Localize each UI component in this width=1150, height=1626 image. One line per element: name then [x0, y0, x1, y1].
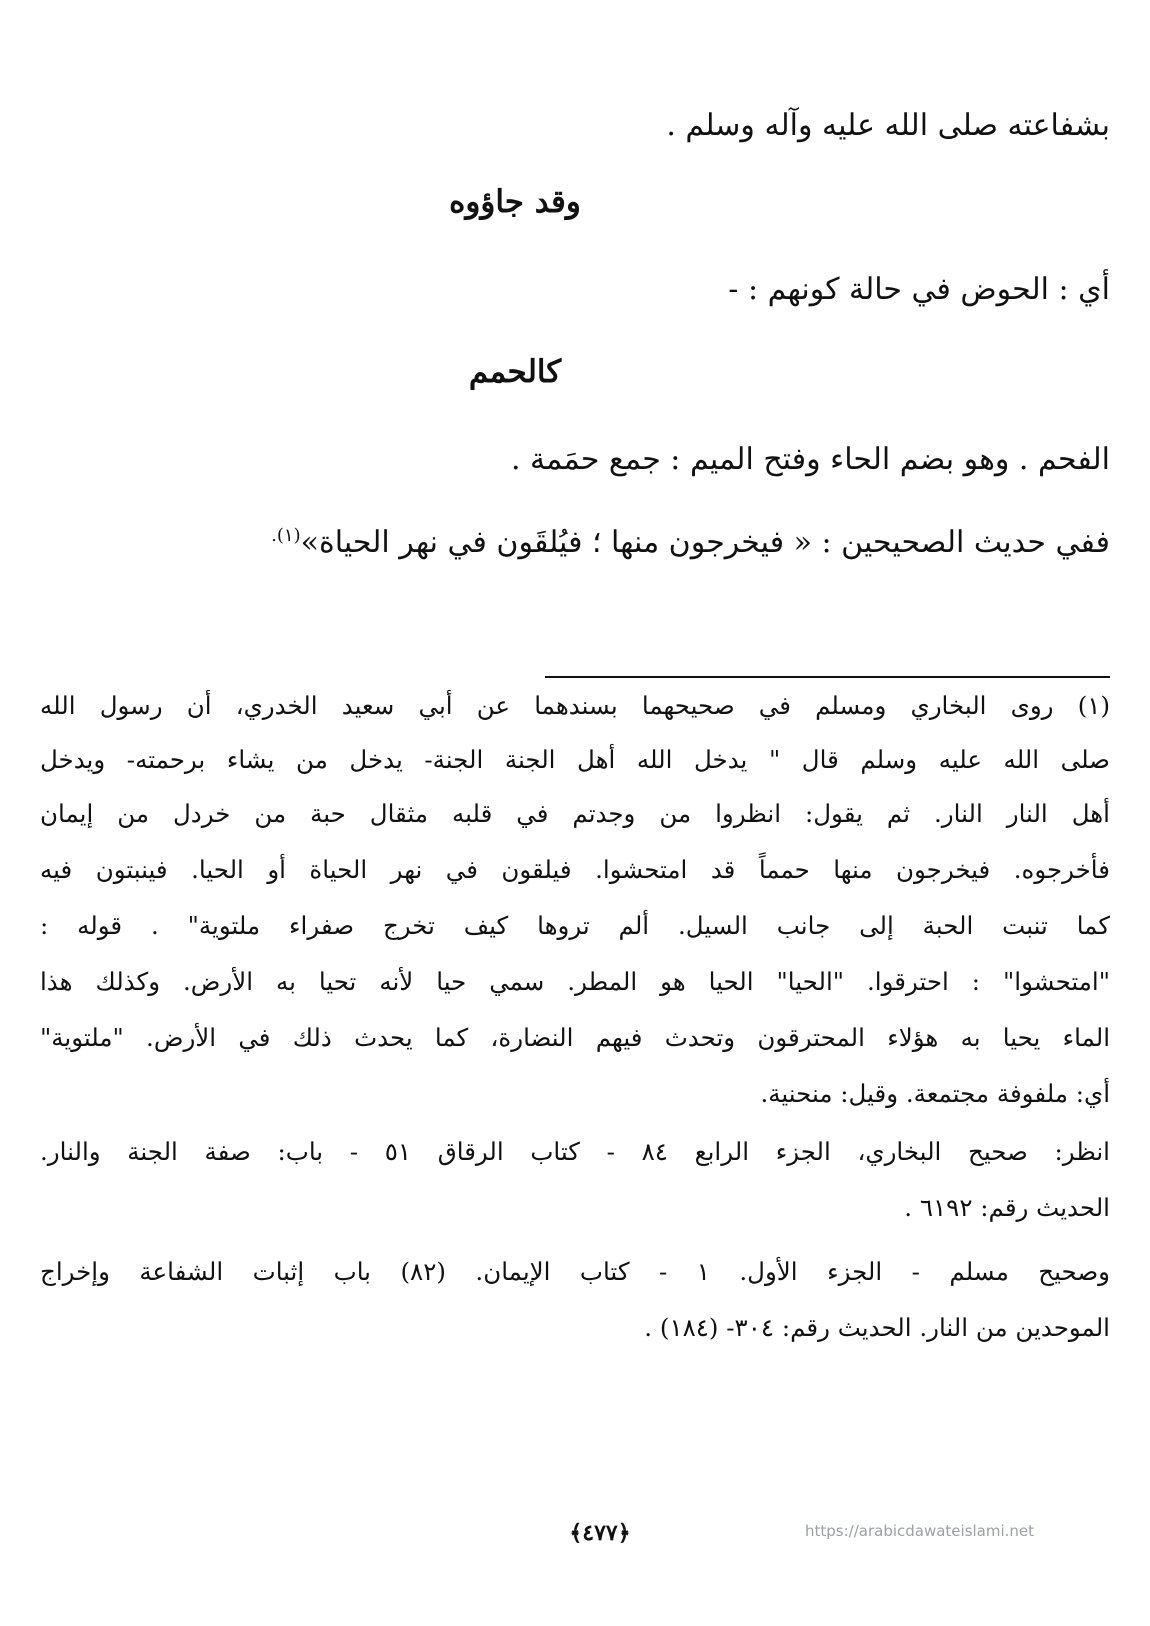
heading-kalhumam: كالحمم [468, 354, 562, 390]
footnote-line: الموحدين من النار. الحديث رقم: ٣٠٤- (١٨٤) . [644, 1313, 1110, 1342]
page-number: ﴿٤٧٧﴾ [569, 1520, 631, 1546]
footnote-line: وصحيح مسلم - الجزء الأول. ١ - كتاب الإيمان. (٨٢) باب إثبات الشفاعة وإخراج [40, 1257, 1110, 1286]
main-text-line-2: أي : الحوض في حالة كونهم : - [728, 272, 1110, 307]
heading-waqad-jaawuh: وقد جاؤوه [449, 184, 581, 220]
hadith-quote: ففي حديث الصحيحين : « فيخرجون منها ؛ فيُلقَون في نهر الحياة» [300, 525, 1110, 560]
footnote-line: الحديث رقم: ٦١٩٢ . [904, 1193, 1110, 1222]
footnote-line: صلى الله عليه وسلم قال " يدخل الله أهل الجنة الجنة- يدخل من يشاء برحمته- ويدخل [40, 745, 1110, 774]
main-text-line-4 [40, 516, 1110, 563]
footnote-line: انظر: صحيح البخاري، الجزء الرابع ٨٤ - كتاب الرقاق ٥١ - باب: صفة الجنة والنار. [40, 1137, 1110, 1166]
footnote-separator [545, 676, 1110, 678]
footnote-line: "امتحشوا" : احترقوا. "الحيا" الحيا هو المطر. سمي حيا لأنه تحيا به الأرض. وكذلك هذا [40, 967, 1110, 996]
footnote-line: أي: ملفوفة مجتمعة. وقيل: منحنية. [760, 1079, 1110, 1108]
footnote-line: (١) روى البخاري ومسلم في صحيحهما بسندهما عن أبي سعيد الخدري، أن رسول الله [40, 691, 1110, 720]
footnote-reference: (١). [271, 525, 301, 546]
main-text-line-3: الفحم . وهو بضم الحاء وفتح الميم : جمع حمَمة . [510, 442, 1110, 477]
watermark-url: https://arabicdawateislami.net [805, 1522, 1035, 1540]
footnote-line: الماء يحيا به هؤلاء المحترقون وتحدث فيهم النضارة، كما يحدث ذلك في الأرض. "ملتوية" [40, 1023, 1110, 1052]
main-text-line-1: بشفاعته صلى الله عليه وآله وسلم . [666, 108, 1110, 143]
footnote-line: كما تنبت الحبة إلى جانب السيل. ألم تروها كيف تخرج صفراء ملتوية" . قوله : [40, 911, 1110, 940]
footnote-line: فأخرجوه. فيخرجون منها حمماً قد امتحشوا. فيلقون في نهر الحياة أو الحيا. فينبتون فيه [40, 855, 1110, 884]
footnote-line: أهل النار النار. ثم يقول: انظروا من وجدتم في قلبه مثقال حبة من خردل من إيمان [40, 799, 1110, 828]
